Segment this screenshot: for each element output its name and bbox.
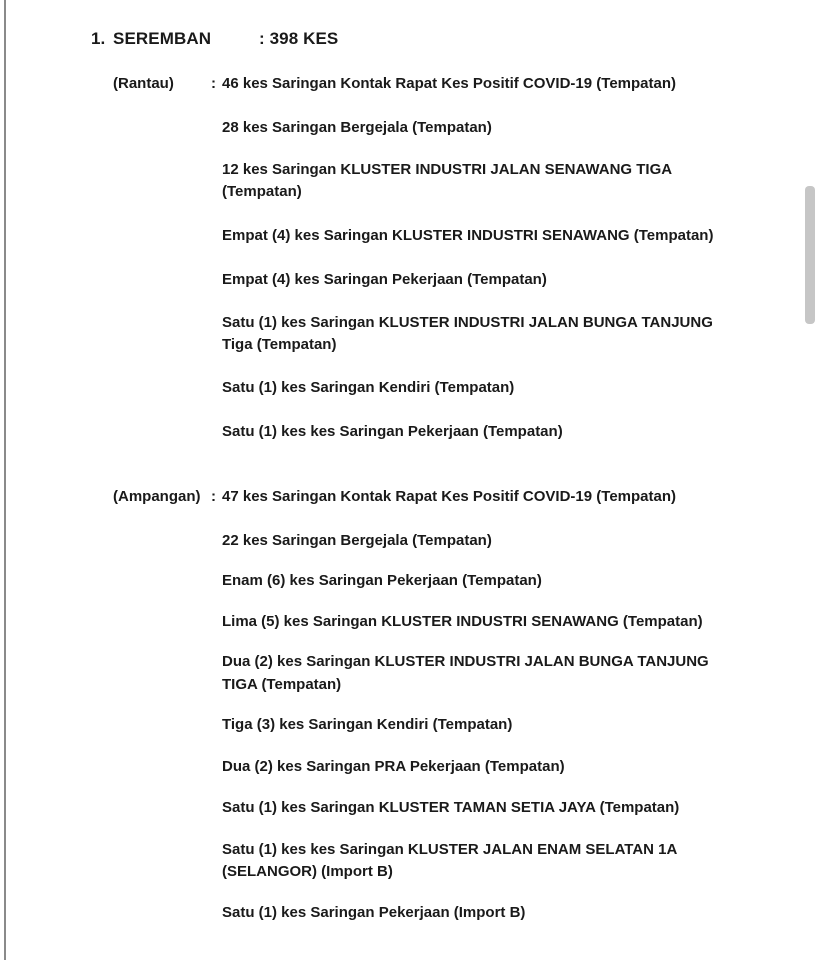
case-line: 12 kes Saringan KLUSTER INDUSTRI JALAN SENAWANG TIGA <box>222 161 673 178</box>
case-line: Satu (1) kes Saringan Kendiri (Tempatan) <box>222 379 515 396</box>
case-line: Empat (4) kes Saringan KLUSTER INDUSTRI SENAWANG (Tempatan) <box>222 227 714 244</box>
case-line-continuation: TIGA (Tempatan) <box>222 676 342 693</box>
case-line: 22 kes Saringan Bergejala (Tempatan) <box>222 532 492 549</box>
area-colon: : <box>211 75 216 92</box>
case-line: Satu (1) kes Saringan KLUSTER INDUSTRI JALAN BUNGA TANJUNG <box>222 314 713 331</box>
case-line: 28 kes Saringan Bergejala (Tempatan) <box>222 119 492 136</box>
heading-district: SEREMBAN <box>113 29 212 48</box>
case-line: Dua (2) kes Saringan KLUSTER INDUSTRI JALAN BUNGA TANJUNG <box>222 653 709 670</box>
case-line: Enam (6) kes Saringan Pekerjaan (Tempatan) <box>222 572 542 589</box>
case-line: Dua (2) kes Saringan PRA Pekerjaan (Tempatan) <box>222 758 565 775</box>
area-colon: : <box>211 488 216 505</box>
case-line: Satu (1) kes Saringan KLUSTER TAMAN SETIA JAYA (Tempatan) <box>222 799 680 816</box>
case-line-continuation: (SELANGOR) (Import B) <box>222 863 393 880</box>
vertical-scrollbar[interactable] <box>805 186 815 324</box>
page-left-border <box>4 0 6 960</box>
case-line: 46 kes Saringan Kontak Rapat Kes Positif COVID-19 (Tempatan) <box>222 75 677 92</box>
case-line-continuation: Tiga (Tempatan) <box>222 336 337 353</box>
case-line: Empat (4) kes Saringan Pekerjaan (Tempatan) <box>222 271 547 288</box>
heading-total-cases: : 398 KES <box>259 29 339 48</box>
area-label-ampangan: (Ampangan) <box>113 488 201 505</box>
case-line-continuation: (Tempatan) <box>222 183 302 200</box>
case-line: 47 kes Saringan Kontak Rapat Kes Positif COVID-19 (Tempatan) <box>222 488 677 505</box>
area-label-rantau: (Rantau) <box>113 75 174 92</box>
heading-number: 1. <box>91 29 106 48</box>
case-line: Satu (1) kes kes Saringan Pekerjaan (Tempatan) <box>222 423 563 440</box>
case-line: Satu (1) kes kes Saringan KLUSTER JALAN ENAM SELATAN 1A <box>222 841 678 858</box>
case-line: Tiga (3) kes Saringan Kendiri (Tempatan) <box>222 716 513 733</box>
case-line: Satu (1) kes Saringan Pekerjaan (Import B) <box>222 904 526 921</box>
case-line: Lima (5) kes Saringan KLUSTER INDUSTRI SENAWANG (Tempatan) <box>222 613 703 630</box>
